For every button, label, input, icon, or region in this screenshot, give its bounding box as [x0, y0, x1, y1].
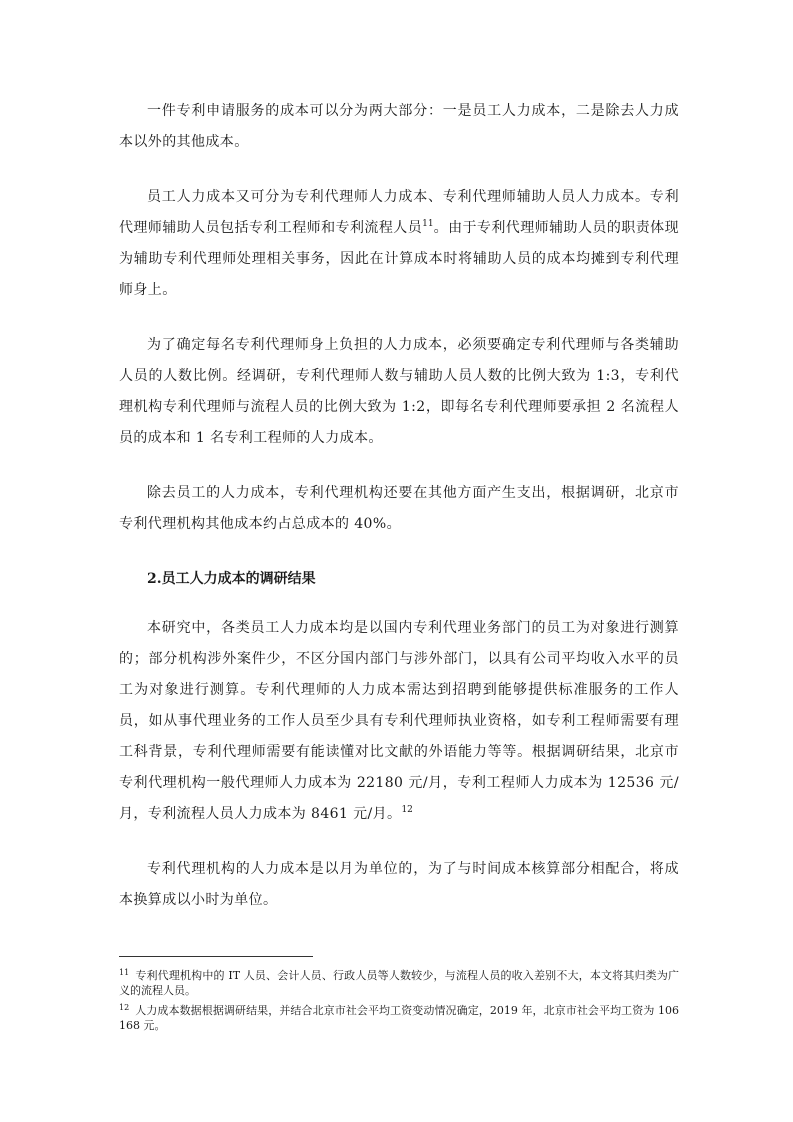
- footnote-ref-11[interactable]: 11: [422, 219, 434, 229]
- footnote-text: 人力成本数据根据调研结果，并结合北京市社会平均工资变动情况确定，2019 年，北京市社会平均工资为 106168 元。: [119, 1004, 679, 1032]
- footnote-ref-12[interactable]: 12: [401, 805, 413, 815]
- body-text: [119, 96, 679, 940]
- footnotes: [119, 956, 679, 1035]
- paragraph-other-cost: 除去员工的人力成本，专利代理机构还要在其他方面产生支出，根据调研，北京市专利代理机构其他成本约占总成本的 40%。: [119, 485, 679, 532]
- footnote-mark: 11: [119, 968, 130, 977]
- paragraph-text: 本研究中，各类员工人力成本均是以国内专利代理业务部门的员工为对象进行测算的；部分机构涉外案件少，不区分国内部门与涉外部门，以具有公司平均收入水平的员工为对象进行测算。专利代理师的人力成本需达到招聘到能够提供标准服务的工作人员，如从事代理业务的工作人员至少具有专利代理师执业资格，如专利工程师需要有理工科背景，专利代理师需要有能读懂对比文献的外语能力等等。根据调研结果，北京市专利代理机构一般代理师人力成本为 22180 元/月，专利工程师人力成本为 12536 元/月，专利流程人员人力成本为 8461 元/月。: [119, 620, 679, 822]
- footnote-11: [119, 965, 679, 998]
- footnote-divider: [119, 956, 313, 957]
- footnote-12: [119, 1000, 679, 1033]
- footnote-text: 专利代理机构中的 IT 人员、会计人员、行政人员等人数较少，与流程人员的收入差别不大，本文将其归类为广义的流程人员。: [119, 969, 679, 997]
- paragraph-text: 。由于专利代理师辅助人员的职责体现为辅助专利代理师处理相关事务，因此在计算成本时将辅助人员的成本均摊到专利代理师身上。: [119, 220, 679, 298]
- footnote-mark: 12: [119, 1003, 130, 1012]
- paragraph-staff-cost: [119, 182, 679, 306]
- paragraph-cost-parts: 一件专利申请服务的成本可以分为两大部分：一是员工人力成本，二是除去人力成本以外的其他成本。: [119, 103, 679, 150]
- section-heading: 2.员工人力成本的调研结果: [147, 571, 316, 587]
- paragraph-ratio: 为了确定每名专利代理师身上负担的人力成本，必须要确定专利代理师与各类辅助人员的人数比例。经调研，专利代理师人数与辅助人员人数的比例大致为 1:3，专利代理机构专利代理师与流程人员的比例大致为 1:2，即每名专利代理师要承担 2 名流程人员的成本和 1 名专利工程师的人力成本。: [119, 337, 679, 446]
- paragraph-text: 员工人力成本又可分为专利代理师人力成本、专利代理师辅助人员人力成本。专利代理师辅助人员包括专利工程师和专利流程人员: [119, 189, 679, 236]
- paragraph-survey-results: [119, 613, 679, 830]
- paragraph-hourly: 专利代理机构的人力成本是以月为单位的，为了与时间成本核算部分相配合，将成本换算成以小时为单位。: [119, 861, 679, 908]
